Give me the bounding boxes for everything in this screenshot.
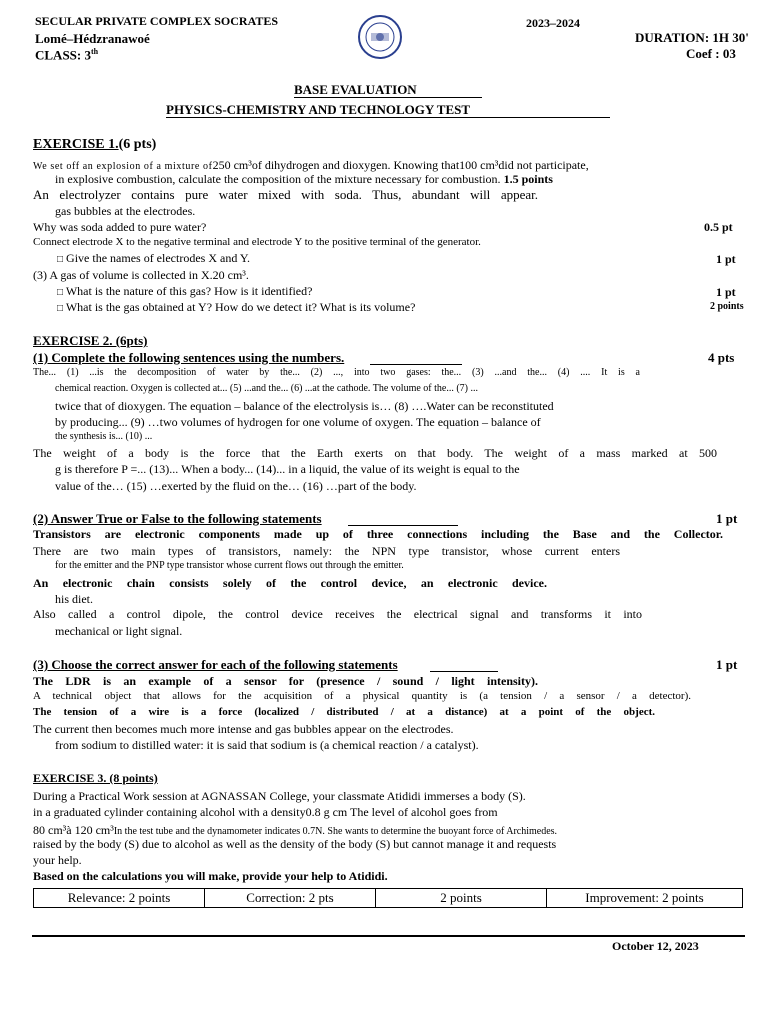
ex2-q2 bbox=[33, 511, 322, 527]
ex2-t7: mechanical or light signal. bbox=[55, 624, 183, 638]
ex2-t6: Also called a control dipole, the control device receives the electrical signal and transforms it into bbox=[33, 607, 642, 621]
ex2-t1: Transistors are electronic components made up of three connections including the Base and the Collector. bbox=[33, 527, 723, 541]
ex1-line5: Why was soda added to pure water? bbox=[33, 220, 207, 234]
ex1-heading bbox=[33, 137, 156, 153]
title-line2: PHYSICS-CHEMISTRY AND TECHNOLOGY TEST bbox=[166, 102, 471, 117]
ex1-line7 bbox=[57, 251, 250, 266]
ex1-line10-text: What is the gas obtained at Y? How do we detect it? What is its volume? bbox=[65, 300, 416, 314]
ex2-t5: his diet. bbox=[55, 592, 93, 606]
ex3-line3a: 80 cm³à 120 cm³ bbox=[33, 823, 114, 837]
ex1-line9-points: 1 pt bbox=[716, 285, 736, 299]
ex3-line1: During a Practical Work session at AGNASSAN College, your classmate Atididi immerses a body (S). bbox=[33, 789, 526, 803]
school-location: Lomé–Hédzranawoé bbox=[35, 31, 150, 46]
ex1-line7-text: Give the names of electrodes X and Y. bbox=[66, 251, 250, 265]
grading-row bbox=[34, 889, 743, 908]
ex2-q3-rule bbox=[430, 671, 498, 672]
ex2-q2-points: 1 pt bbox=[716, 511, 738, 526]
ex1-line1b: 250 cm³of dihydrogen and dioxygen. Knowing that100 cm³did not participate, bbox=[212, 158, 589, 172]
ex1-line2-text: in explosive combustion, calculate the composition of the mixture necessary for combustion. bbox=[55, 172, 501, 186]
ex2-p5: the synthesis is... (10) ... bbox=[55, 431, 153, 442]
ex1-line9-text: What is the nature of this gas? How is it identified? bbox=[65, 284, 313, 298]
ex2-q1-rule bbox=[370, 364, 462, 365]
ex1-line3: An electrolyzer contains pure water mixed with soda. Thus, abundant will appear. bbox=[33, 187, 538, 202]
ex1-line2-points: 1.5 points bbox=[503, 172, 553, 186]
ex2-q1-text: (1) Complete the following sentences using the numbers. bbox=[33, 350, 345, 365]
square-bullet-icon: □ bbox=[57, 287, 64, 298]
grading-cell-relevance: Relevance: 2 points bbox=[34, 889, 205, 908]
ex2-p1: The... (1) ...is the decomposition of water by the... (2) ..., into two gases: the... (3) ...and the... (4) .... It is a bbox=[33, 367, 640, 378]
title-underline2 bbox=[166, 117, 610, 118]
ex3-line6: Based on the calculations you will make, provide your help to Atididi. bbox=[33, 869, 388, 883]
ex1-line2 bbox=[55, 172, 553, 187]
ex2-t3: for the emitter and the PNP type transistor whose current flows out through the emitter. bbox=[55, 560, 404, 571]
class-sup: th bbox=[91, 47, 99, 56]
ex2-q2-text: (2) Answer True or False to the following statements bbox=[33, 511, 322, 526]
ex1-line10-points: 2 points bbox=[710, 301, 744, 312]
ex1-line4: gas bubbles at the electrodes. bbox=[55, 204, 196, 218]
ex2-heading: EXERCISE 2. (6pts) bbox=[33, 333, 148, 348]
ex3-line2: in a graduated cylinder containing alcohol with a density0.8 g cm The level of alcohol goes from bbox=[33, 805, 498, 819]
square-bullet-icon: □ bbox=[57, 254, 64, 265]
ex2-p7: g is therefore P =... (13)... When a body... (14)... in a liquid, the value of its weight is equal to the bbox=[55, 462, 520, 476]
grading-table bbox=[33, 888, 743, 908]
ex1-points: (6 pts) bbox=[118, 137, 157, 152]
grading-cell-correction: Correction: 2 pts bbox=[205, 889, 376, 908]
ex1-line8: (3) A gas of volume is collected in X.20 cm³. bbox=[33, 268, 249, 282]
title-underline1 bbox=[294, 97, 482, 98]
coef: Coef : 03 bbox=[686, 46, 736, 61]
footer-divider bbox=[32, 935, 745, 937]
footer-date: October 12, 2023 bbox=[612, 939, 699, 953]
ex2-p6: The weight of a body is the force that the Earth exerts on that body. The weight of a mass marked at 500 bbox=[33, 446, 717, 460]
ex2-t2: There are two main types of transistors, namely: the NPN type transistor, whose current enters bbox=[33, 544, 620, 558]
ex2-q1-points: 4 pts bbox=[708, 350, 735, 365]
ex3-line4: raised by the body (S) due to alcohol as well as the density of the body (S) but cannot manage it and requests bbox=[33, 837, 557, 851]
grading-cell-presentation: 2 points bbox=[376, 889, 547, 908]
ex2-c5: from sodium to distilled water: it is said that sodium is (a chemical reaction / a catalyst). bbox=[55, 738, 479, 752]
school-name: SECULAR PRIVATE COMPLEX SOCRATES bbox=[35, 14, 279, 28]
school-year: 2023–2024 bbox=[526, 16, 580, 30]
ex2-q3 bbox=[33, 657, 398, 673]
ex2-q3-text: (3) Choose the correct answer for each of the following statements bbox=[33, 657, 398, 672]
ex2-q2-rule bbox=[348, 525, 458, 526]
ex1-line10 bbox=[57, 300, 415, 315]
class-label bbox=[35, 47, 98, 63]
ex2-t4: An electronic chain consists solely of the control device, an electronic device. bbox=[33, 576, 547, 590]
ex1-line6: Connect electrode X to the negative terminal and electrode Y to the positive terminal of the generator. bbox=[33, 236, 481, 248]
ex3-heading: EXERCISE 3. (8 points) bbox=[33, 771, 158, 785]
ex2-q3-points: 1 pt bbox=[716, 657, 738, 672]
ex1-line9 bbox=[57, 284, 312, 299]
ex3-line3b: In the test tube and the dynamometer indicates 0.7N. She wants to determine the buoyant force of Archimedes. bbox=[113, 826, 558, 837]
duration: DURATION: 1H 30' bbox=[635, 30, 749, 45]
ex2-c1: The LDR is an example of a sensor for (presence / sound / light intensity). bbox=[33, 674, 538, 688]
title-line1: BASE EVALUATION bbox=[294, 82, 417, 97]
ex2-p3: twice that of dioxygen. The equation – balance of the electrolysis is… (8) ….Water can be reconstituted bbox=[55, 399, 554, 413]
ex2-p8: value of the… (15) …exerted by the fluid on the… (16) …part of the body. bbox=[55, 479, 417, 493]
ex1-line5-points: 0.5 pt bbox=[704, 220, 733, 234]
ex2-c2: A technical object that allows for the acquisition of a physical quantity is (a tension / a sensor / a detector). bbox=[33, 690, 691, 702]
ex1-line7-points: 1 pt bbox=[716, 252, 736, 266]
ex1-line1a: We set off an explosion of a mixture of bbox=[33, 161, 213, 172]
ex2-c3: The tension of a wire is a force (localized / distributed / at a distance) at a point of the object. bbox=[33, 706, 655, 718]
ex2-q1 bbox=[33, 350, 344, 366]
square-bullet-icon: □ bbox=[57, 303, 64, 314]
ex2-p2: chemical reaction. Oxygen is collected at... (5) ...and the... (6) ...at the cathode. The volume of the... (7) ... bbox=[55, 383, 478, 394]
grading-cell-improvement: Improvement: 2 points bbox=[547, 889, 743, 908]
ex1-heading-text: EXERCISE 1. bbox=[33, 137, 119, 152]
school-logo-icon bbox=[357, 14, 403, 60]
ex3-line5: your help. bbox=[33, 853, 82, 867]
ex2-c4: The current then becomes much more intense and gas bubbles appear on the electrodes. bbox=[33, 722, 454, 736]
ex2-p4: by producing... (9) …two volumes of hydrogen for one volume of oxygen. The equation – balance of bbox=[55, 415, 541, 429]
class-text: CLASS: 3 bbox=[35, 47, 91, 63]
